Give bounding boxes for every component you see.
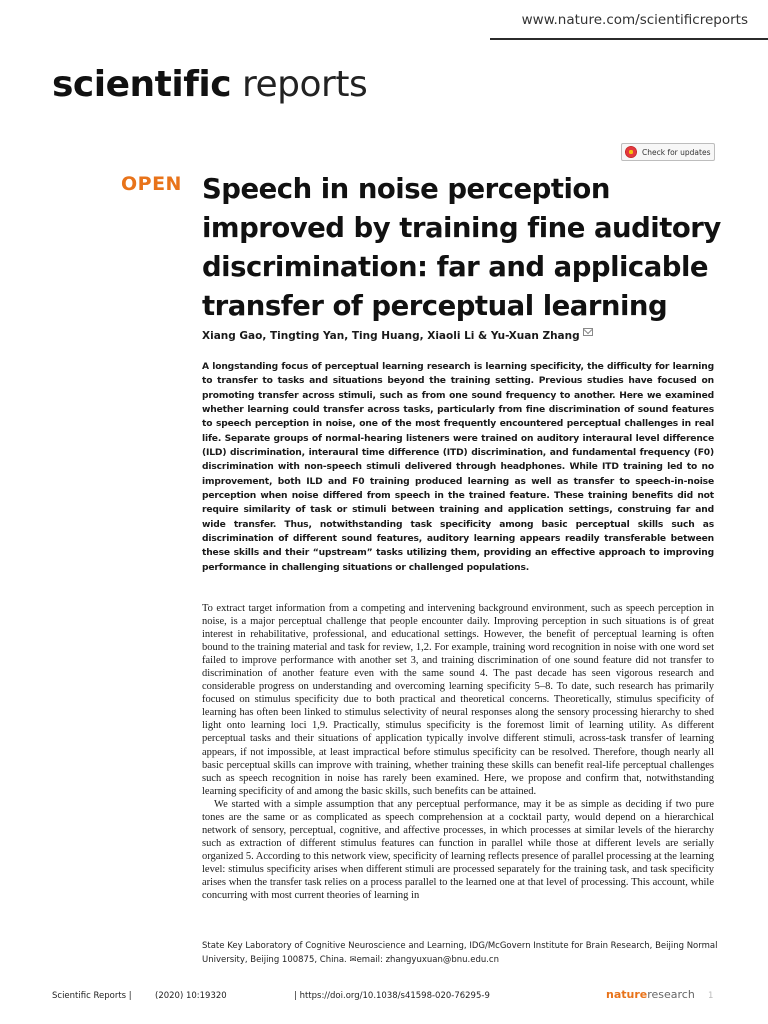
affiliation: State Key Laboratory of Cognitive Neuroscience and Learning, IDG/McGovern Institute for Brain Research, Beijing Normal University, Beijing 100875, China. ✉email: zhangyuxuan@bnu.edu.cn bbox=[202, 941, 718, 965]
nature-logo-light: research bbox=[647, 988, 695, 1001]
crossmark-icon bbox=[625, 146, 637, 158]
title-line: transfer of perceptual learning bbox=[202, 290, 668, 322]
title-line: discrimination: far and applicable bbox=[202, 251, 709, 283]
check-for-updates-label: Check for updates bbox=[642, 147, 711, 157]
title-line: Speech in noise perception bbox=[202, 173, 610, 205]
journal-logo-bold: scientific bbox=[52, 64, 232, 105]
email-icon[interactable] bbox=[583, 328, 593, 336]
body-paragraph-2: We started with a simple assumption that any perceptual performance, may it be as simple as deciding if two pure tones are the same or as complicated as speech comprehension at a cocktail party, would depend on a hierarchical network of sensory, perceptual, cognitive, and affective processes, in which processes at similar levels of the hierarchy such as extraction of different stimulus features can function in parallel while those at different levels are serially organized 5. According to this network view, specificity of learning reflects presence of parallel processing at the learning level: stimulus specificity arises when different stimuli are processed separately for the training task, and task specificity arises when the transfer task relies on a process parallel to the learned one at that level of processing. This account, while concurring with most current theories of learning in bbox=[202, 798, 714, 902]
site-url[interactable]: www.nature.com/scientificreports bbox=[521, 12, 748, 28]
abstract: A longstanding focus of perceptual learning research is learning specificity, the difficulty for learning to transfer to tasks and situations beyond the training setting. Previous studies have focused on promoting transfer across stimuli, such as from one sound frequency to another. Here we examined whether learning could transfer across tasks, particularly from fine discrimination of sound features to speech perception in noise, one of the most frequently encountered perceptual challenges in real life. Separate groups of normal-hearing listeners were trained on auditory interaural level difference (ILD) discrimination, interaural time difference (ITD) discrimination, and fundamental frequency (F0) discrimination with non-speech stimuli delivered through headphones. While ITD training led to no improvement, both ILD and F0 training produced learning as well as transfer to speech-in-noise perception when noise differed from speech in the trained feature. These training benefits did not require similarity of task or stimuli between training and application settings, construing far and wide transfer. Thus, notwithstanding task specificity among basic perceptual skills such as discrimination of different sound features, auditory learning appears readily transferable between these skills and their “upstream” tasks utilizing them, providing an effective approach to improving performance in challenging situations or challenged populations. bbox=[202, 362, 714, 573]
body-text bbox=[202, 602, 714, 902]
page-number: 1 bbox=[708, 991, 714, 1001]
footer-doi-link[interactable]: | https://doi.org/10.1038/s41598-020-76295-9 bbox=[294, 991, 490, 1001]
authors-text[interactable]: Xiang Gao, Tingting Yan, Ting Huang, Xiaoli Li & Yu-Xuan Zhang bbox=[202, 330, 580, 342]
author-list bbox=[202, 330, 593, 342]
journal-logo-light: reports bbox=[231, 64, 368, 105]
header-rule bbox=[490, 38, 768, 40]
article-title bbox=[202, 170, 732, 326]
title-line: improved by training fine auditory bbox=[202, 212, 721, 244]
journal-logo[interactable] bbox=[52, 64, 367, 105]
open-access-label: OPEN bbox=[121, 173, 182, 195]
footer-journal: Scientific Reports | bbox=[52, 991, 132, 1001]
nature-research-logo[interactable] bbox=[606, 988, 695, 1001]
footer-volume: (2020) 10:19320 bbox=[155, 991, 227, 1001]
nature-logo-bold: nature bbox=[606, 988, 648, 1001]
body-paragraph-1: To extract target information from a competing and intervening background environment, such as speech perception in noise, is a major perceptual challenge that people encounter daily. Improving perception in such situations is of great interest in rehabilitative, professional, and educational settings. However, the benefit of perceptual learning is often bound to the training material and task for review, 1,2. For example, training word recognition in noise with one word set failed to improve performance with another set 3, and training discrimination of one sound feature did not transfer to discrimination of another feature even with the same sound 4. The past decade has seen vigorous research and considerable progress on understanding and overcoming learning specificity 5–8. To date, such research has primarily focused on stimulus specificity due to both practical and theoretical concerns. Theoretically, stimulus specificity of learning has often been linked to stimulus selectivity of neural responses along the sensory processing hierarchy to shed light onto learning loci 1,9. Practically, stimulus specificity is the foremost limit of learning utility. As different perceptual tasks and their situations of application typically involve different stimuli, across-task transfer of learning appears, if not impossible, at least impractical before stimulus specificity can be resolved. Therefore, though nearly all basic perceptual skills can improve with training, whether training these skills can benefit real-life perceptual challenges such as speech recognition in noise has rarely been examined. Here, we propose and confirm that, notwithstanding learning specificity of and among the basic skills, such benefits can be attained. bbox=[202, 603, 714, 797]
check-for-updates-button[interactable] bbox=[621, 143, 715, 161]
